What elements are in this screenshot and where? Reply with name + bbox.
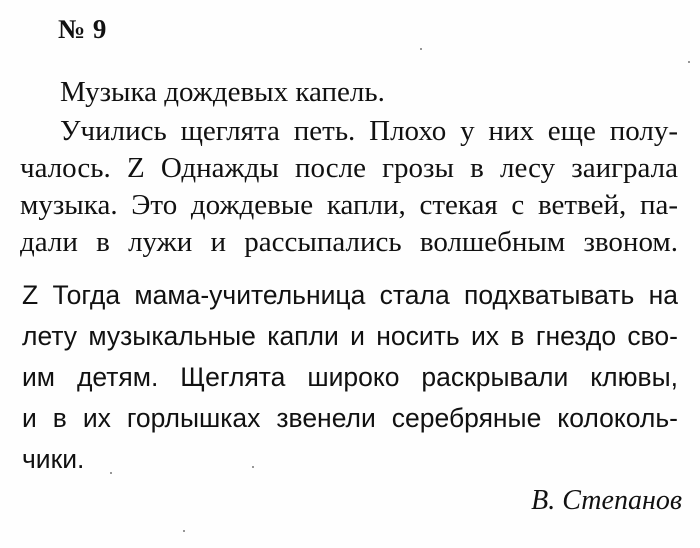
exercise-number: № 9 bbox=[58, 14, 107, 44]
scan-speck bbox=[688, 61, 690, 63]
scan-speck bbox=[110, 472, 112, 474]
text-line: чалось. Z Однажды после грозы в лесу заиграла bbox=[20, 152, 678, 184]
text-line: чики. bbox=[22, 444, 85, 474]
scan-speck bbox=[183, 530, 185, 532]
author-signature: В. Степанов bbox=[531, 485, 682, 516]
text-line: Учились щеглята петь. Плохо у них еще полу- bbox=[60, 115, 678, 147]
text-title: Музыка дождевых капель. bbox=[60, 76, 385, 108]
scan-speck bbox=[252, 466, 254, 468]
scan-speck bbox=[420, 48, 422, 50]
text-line: и в их горлышках звенели серебряные колоколь- bbox=[22, 403, 678, 433]
text-line: Z Тогда мама-учительница стала подхватывать на bbox=[22, 280, 678, 310]
text-line: дали в лужи и рассыпались волшебным звоном. bbox=[20, 226, 678, 258]
text-line: музыка. Это дождевые капли, стекая с ветвей, па- bbox=[20, 189, 678, 221]
text-line: им детям. Щеглята широко раскрывали клювы, bbox=[22, 362, 678, 392]
text-line: лету музыкальные капли и носить их в гнездо сво- bbox=[22, 321, 678, 351]
